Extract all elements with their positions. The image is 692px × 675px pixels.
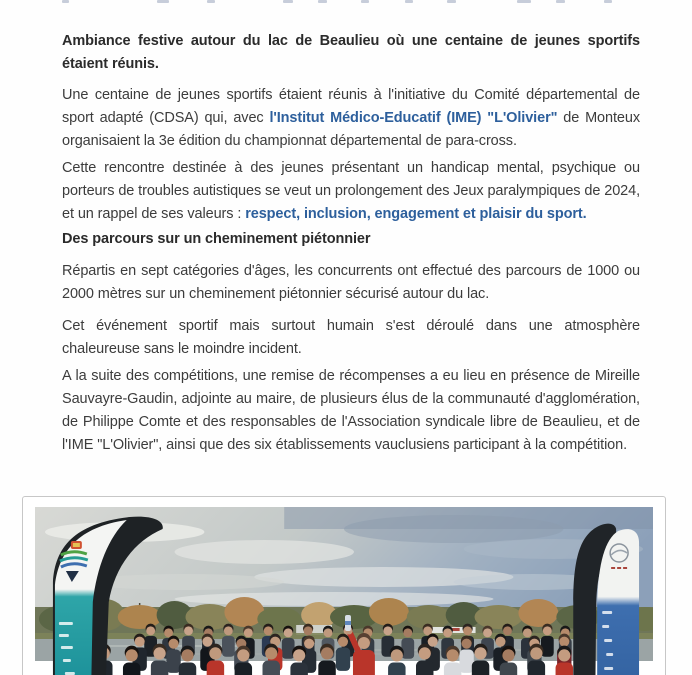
paragraph-atmosphere: Cet événement sportif mais surtout humain s'est déroulé dans une atmosphère chaleureuse sans le moindre incident. xyxy=(62,318,640,357)
cropped-text-dash xyxy=(361,0,369,3)
paragraph-text: Cette rencontre destinée à des jeunes présentant un handicap mental, psychique ou porteurs de troubles autistiques se veut un prolongement des Jeux paralympiques de 2024, et un rappel de ses valeurs : xyxy=(62,160,641,222)
group-photo xyxy=(35,507,653,675)
lead-paragraph-text: Ambiance festive autour du lac de Beaulieu où une centaine de jeunes sportifs étaient réunis. xyxy=(62,33,640,72)
paragraph-parcours: Répartis en sept catégories d'âges, les concurrents ont effectué des parcours de 1000 ou 2000 mètres sur un cheminement piétonnier sécurisé autour du lac. xyxy=(62,263,640,302)
cropped-text-dash xyxy=(207,0,215,3)
paragraph-recompenses: A la suite des compétitions, une remise de récompenses a eu lieu en présence de Mireille Sauvayre-Gaudin, adjointe au maire, de plusieurs élus de la communauté d'agglomération, de Philippe Comte et des responsables de l'Association syndicale libre de Beaulieu, et de l'IME "L'Olivier", ainsi que des six établissements vauclusiens participant à la compétition. xyxy=(62,368,640,453)
paragraph-text: de Monteux organisaient la 3e édition du championnat départemental de para-cross. xyxy=(62,110,640,149)
cropped-text-dash xyxy=(517,0,531,3)
paragraph-rencontre xyxy=(62,157,640,226)
cropped-text-dash xyxy=(447,0,456,3)
subheading: Des parcours sur un cheminement piétonnier xyxy=(62,231,371,247)
lead-paragraph xyxy=(62,30,640,76)
emphasis-valeurs: respect, inclusion, engagement et plaisir du sport. xyxy=(245,206,587,222)
cropped-text-dash xyxy=(405,0,413,3)
paragraph-text: Une centaine de jeunes sportifs étaient réunis à l'initiative du Comité départemental de sport adapté (CDSA) qui, avec xyxy=(62,87,640,126)
cropped-text-dash xyxy=(604,0,612,3)
emphasis-ime-olivier: l'Institut Médico-Educatif (IME) "L'Olivier" xyxy=(269,110,558,126)
cropped-text-dash xyxy=(556,0,565,3)
photo-frame xyxy=(22,496,666,675)
cropped-text-dash xyxy=(157,0,169,3)
cropped-text-dash xyxy=(318,0,327,3)
cropped-text-dash xyxy=(62,0,69,3)
paragraph-initiative xyxy=(62,84,640,153)
cropped-text-dash xyxy=(283,0,293,3)
right-feather-flag xyxy=(573,524,639,675)
